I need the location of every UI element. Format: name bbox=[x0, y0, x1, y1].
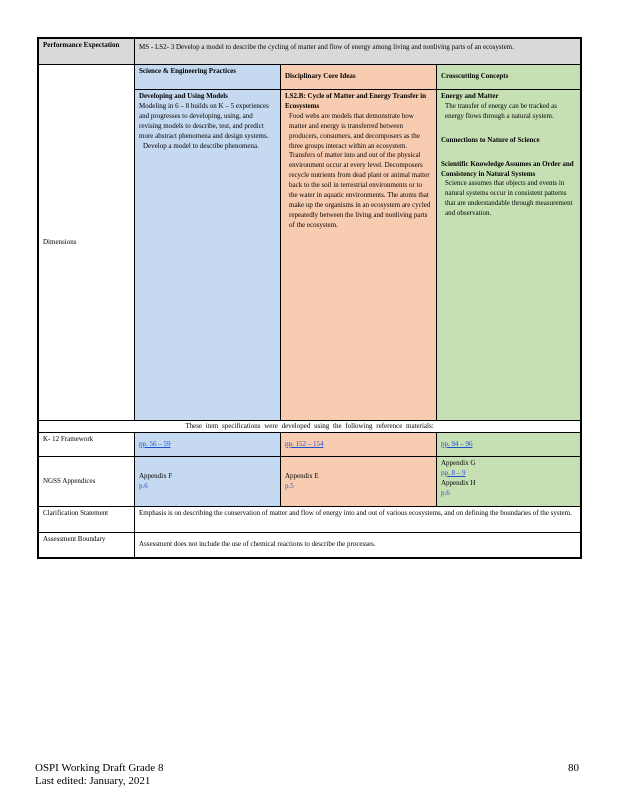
ngss-dci-page: p.5 bbox=[285, 481, 294, 490]
framework-row bbox=[39, 433, 580, 457]
dimensions-label: Dimensions bbox=[39, 65, 135, 420]
framework-label: K- 12 Framework bbox=[39, 433, 135, 456]
dci-bullet: Food webs are models that demonstrate how matter and energy is transferred between producers, consumers, and decomposers as the three groups interact within an ecosystem. Transfers of matter into and out of the physical environment occur at every level. Decomposers recycle nutrients from dead plant or animal matter back to the soil in terrestrial environments or to the water in aquatic environments. The atoms that make up the organisms in an ecosystem are cycled repeatedly between the living and nonliving parts of the ecosystem. bbox=[289, 111, 431, 229]
ngss-row bbox=[39, 457, 580, 507]
ngss-ccc-page-h: p.6 bbox=[441, 488, 450, 497]
dci-heading: LS2.B: Cycle of Matter and Energy Transfer in Ecosystems bbox=[285, 92, 427, 110]
dimensions-body bbox=[135, 65, 580, 420]
framework-dci-link[interactable]: pp. 152 – 154 bbox=[285, 439, 324, 448]
framework-ccc-link[interactable]: pp. 94 – 96 bbox=[441, 439, 473, 448]
ngss-ccc-appendix-g: Appendix G bbox=[441, 459, 476, 467]
dci-header: Disciplinary Core Ideas bbox=[281, 65, 437, 89]
page-number: 80 bbox=[568, 762, 579, 774]
framework-dci bbox=[281, 433, 437, 456]
ccc-header: Crosscutting Concepts bbox=[437, 65, 580, 89]
ngss-dci bbox=[281, 457, 437, 506]
ccc-heading-nos: Connections to Nature of Science bbox=[441, 135, 540, 144]
boundary-text: Assessment does not include the use of chemical reactions to describe the processes. bbox=[139, 540, 376, 549]
ngss-ccc-appendix-h: Appendix H bbox=[441, 478, 476, 487]
ngss-ccc bbox=[437, 457, 580, 506]
column-headers bbox=[135, 65, 580, 90]
pe-text: MS - LS2- 3 Develop a model to describe the cycling of matter and flow of energy among living and nonliving parts of an ecosystem. bbox=[139, 43, 514, 51]
sep-cell bbox=[135, 90, 281, 420]
framework-sep-link[interactable]: pp. 56 – 59 bbox=[139, 439, 171, 448]
sep-heading: Developing and Using Models bbox=[139, 92, 228, 100]
clarification-row bbox=[39, 507, 580, 533]
boundary-label: Assessment Boundary bbox=[39, 533, 135, 557]
standards-table bbox=[37, 37, 582, 559]
ccc-bullet-energy: The transfer of energy can be tracked as energy flows through a natural system. bbox=[445, 101, 558, 120]
footer-edited: Last edited: January, 2021 bbox=[35, 775, 151, 787]
dimensions-row bbox=[39, 65, 580, 421]
ngss-dci-appendix: Appendix E bbox=[285, 471, 319, 480]
pe-row bbox=[39, 39, 580, 65]
sep-header: Science & Engineering Practices bbox=[135, 65, 281, 89]
ngss-sep-appendix: Appendix F bbox=[139, 471, 173, 480]
ccc-heading-knowledge: Scientific Knowledge Assumes an Order and Consistency in Natural Systems bbox=[441, 159, 574, 178]
ngss-sep-page: p.6 bbox=[139, 481, 148, 490]
clarification-label: Clarification Statement bbox=[39, 507, 135, 532]
ngss-ccc-page-g[interactable]: pp. 8 – 9 bbox=[441, 468, 466, 477]
reference-note: These item specifications were developed using the following reference materials: bbox=[39, 421, 580, 433]
framework-ccc bbox=[437, 433, 580, 456]
footer-title: OSPI Working Draft Grade 8 bbox=[35, 762, 164, 774]
dci-cell bbox=[281, 90, 437, 420]
ngss-label: NGSS Appendices bbox=[39, 457, 135, 506]
sep-bullet: Develop a model to describe phenomena. bbox=[143, 141, 259, 150]
clarification-text: Emphasis is on describing the conservation of matter and flow of energy into and out of various ecosystems, and on defining the boundaries of the system. bbox=[139, 509, 572, 517]
ccc-cell bbox=[437, 90, 580, 420]
sep-body: Modeling in 6 – 8 builds on K – 5 experiences and progresses to developing, using, and revising models to describe, test, and predict more abstract phenomena and design systems. bbox=[139, 101, 269, 140]
ccc-bullet-science: Science assumes that objects and events in natural systems occur in consistent patterns that are understandable through measurement and observation. bbox=[445, 179, 573, 218]
framework-sep bbox=[135, 433, 281, 456]
dimension-cells bbox=[135, 90, 580, 420]
ccc-heading-energy: Energy and Matter bbox=[441, 92, 499, 100]
pe-label: Performance Expectation bbox=[39, 39, 135, 64]
boundary-row bbox=[39, 533, 580, 557]
ngss-sep bbox=[135, 457, 281, 506]
